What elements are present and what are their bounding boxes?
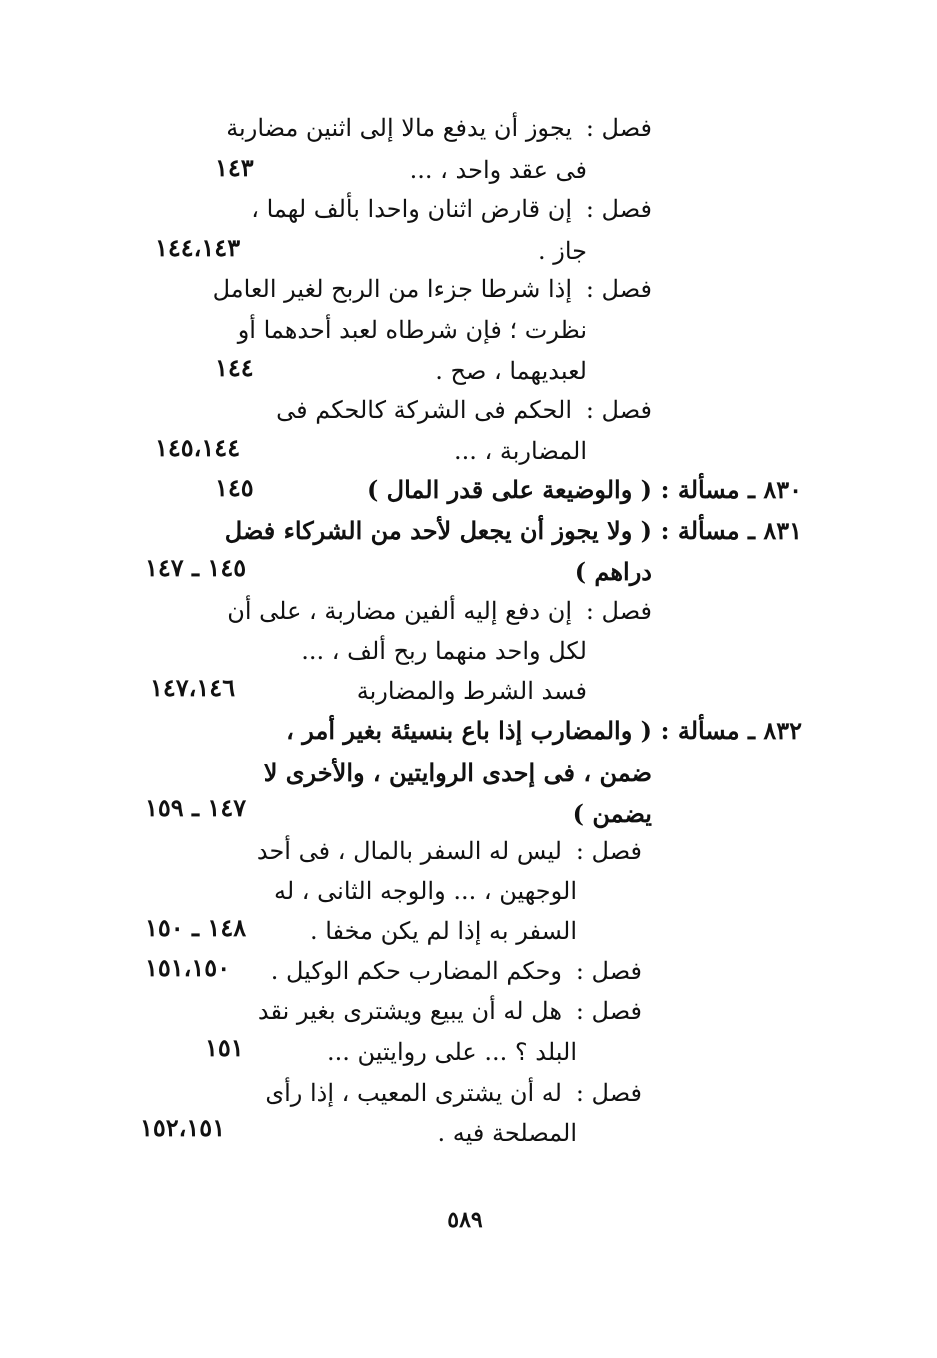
entry-page-ref: ١٤٤،١٤٣	[155, 233, 241, 262]
entry-text: هل له أن يبيع ويشترى بغير نقد	[257, 997, 562, 1025]
entry-text: الحكم فى الشركة كالحكم فى	[276, 396, 572, 424]
entry-text: لعبديهما ، صح .	[435, 357, 587, 385]
entry-lead: فصل :	[575, 997, 642, 1025]
entry-lead: فصل :	[585, 195, 652, 223]
entry-text: البلد ؟ ... على روايتين ...	[327, 1038, 577, 1066]
question-text: دراهم )	[574, 557, 652, 586]
entry-lead: فصل :	[585, 597, 652, 625]
question-lead: ٨٣٠ ـ مسألة :	[660, 475, 802, 504]
entry-page-ref: ١٤٨ ـ ١٥٠	[145, 913, 247, 942]
entry-text: فسد الشرط والمضاربة	[356, 677, 587, 705]
entry-lead: فصل :	[585, 275, 652, 303]
entry-lead: فصل :	[575, 837, 642, 865]
entry-text: يجوز أن يدفع مالا إلى اثنين مضاربة	[226, 114, 572, 142]
entry-page-ref: ١٤٥ ـ ١٤٧	[145, 553, 247, 582]
entry-page-ref: ١٤٥،١٤٤	[155, 433, 241, 462]
entry-page-ref: ١٤٧ ـ ١٥٩	[145, 793, 247, 822]
question-text: ( ولا يجوز أن يجعل لأحد من الشركاء فضل	[224, 516, 652, 545]
entry-page-ref: ١٥١،١٥٠	[145, 953, 231, 982]
entry-page-ref: ١٥١	[205, 1033, 244, 1062]
entry-page-ref: ١٤٥	[215, 473, 254, 502]
question-text: ( والوضيعة على قدر المال )	[366, 475, 652, 504]
entry-text: الوجهين ، ... والوجه الثانى ، له	[273, 877, 577, 905]
question-lead: ٨٣٢ ـ مسألة :	[660, 716, 802, 745]
entry-text: له أن يشترى المعيب ، إذا رأى	[265, 1079, 562, 1107]
question-lead: ٨٣١ ـ مسألة :	[660, 516, 802, 545]
page-number: ٥٨٩	[447, 1207, 483, 1233]
entry-text: المضاربة ، ...	[453, 437, 587, 465]
entry-text: إن قارض اثنان واحدا بألف لهما ،	[251, 195, 572, 223]
entry-text: المصلحة فيه .	[437, 1119, 577, 1147]
entry-lead: فصل :	[585, 396, 652, 424]
entry-page-ref: ١٤٤	[215, 353, 254, 382]
entry-lead: فصل :	[585, 114, 652, 142]
entry-text: إن دفع إليه ألفين مضاربة ، على أن	[227, 597, 572, 625]
entry-text: جاز .	[538, 237, 587, 265]
entry-text: السفر به إذا لم يكن مخفا .	[309, 917, 577, 945]
entry-text: نظرت ؛ فإن شرطاه لعبد أحدهما أو	[237, 316, 587, 344]
entry-page-ref: ١٤٣	[215, 153, 254, 182]
entry-page-ref: ١٥٢،١٥١	[140, 1113, 226, 1142]
entry-page-ref: ١٤٧،١٤٦	[150, 673, 236, 702]
entry-text: وحكم المضارب حكم الوكيل .	[270, 957, 562, 985]
entry-lead: فصل :	[575, 957, 642, 985]
question-text: ضمن ، فى إحدى الروايتين ، والأخرى لا	[263, 758, 652, 787]
entry-text: لكل واحد منهما ربح ألف ، ...	[301, 637, 587, 665]
question-text: يضمن )	[572, 799, 652, 828]
entry-text: إذا شرطا جزءا من الربح لغير العامل	[212, 275, 572, 303]
entry-text: فى عقد واحد ، ...	[409, 156, 587, 184]
entry-lead: فصل :	[575, 1079, 642, 1107]
entry-text: ليس له السفر بالمال ، فى أحد	[256, 837, 562, 865]
question-text: ( والمضارب إذا باع بنسيئة بغير أمر ،	[286, 716, 652, 745]
